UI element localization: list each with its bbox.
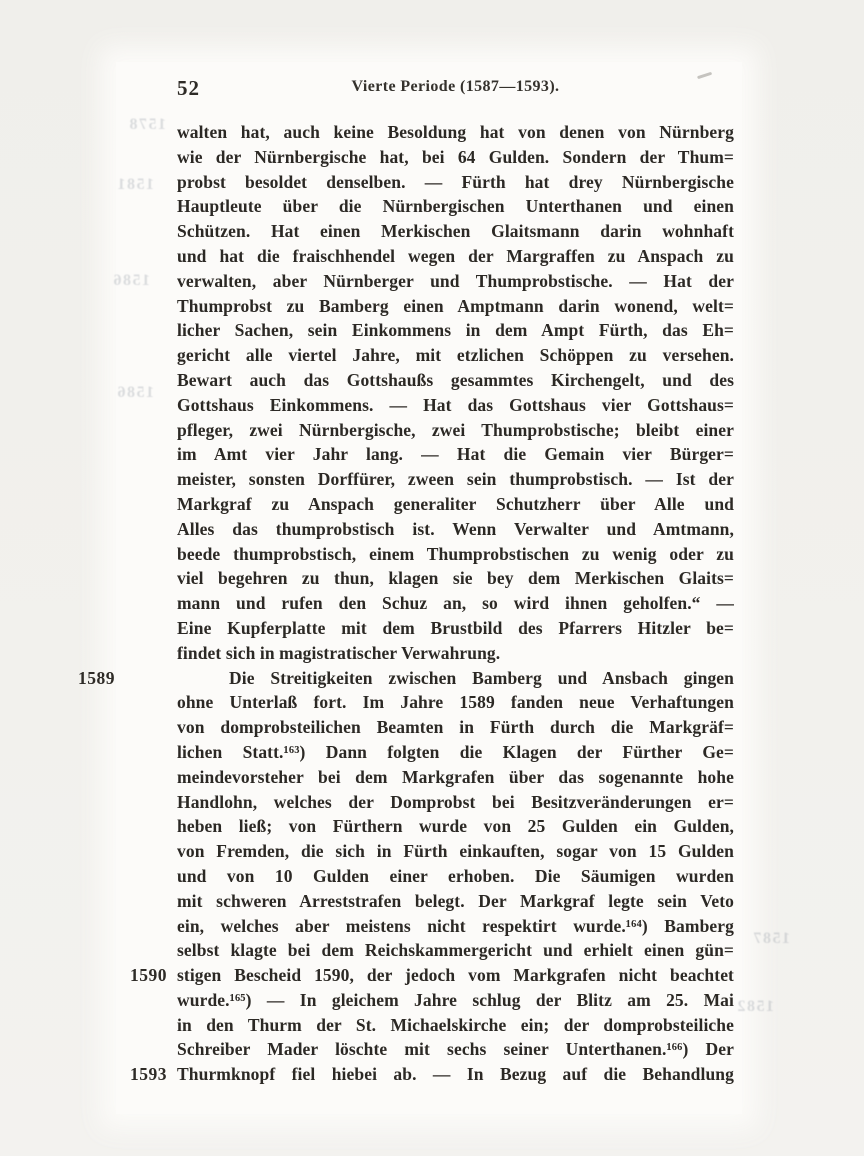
bleed-through-year: 1578 — [128, 116, 166, 133]
text-line: Schützen. Hat einen Merkischen Glaitsmann darin wohnhaft — [177, 221, 734, 242]
text-line: ein, welches aber meistens nicht respektirt wurde.¹⁶⁴) Bamberg — [177, 915, 734, 936]
text-line: im Amt vier Jahr lang. — Hat die Gemain vier Bürger= — [177, 444, 734, 465]
margin-year-label: 1590 — [130, 965, 167, 986]
text-line: walten hat, auch keine Besoldung hat von denen von Nürnberg — [177, 122, 734, 142]
margin-year-label: 1593 — [130, 1064, 167, 1085]
text-line: Alles das thumprobstisch ist. Wenn Verwalter und Amtmann, — [177, 518, 734, 539]
text-line: Hauptleute über die Nürnbergischen Unterthanen und einen — [177, 196, 734, 217]
text-line: findet sich in magistratischer Verwahrung. — [177, 642, 501, 663]
text-line: und hat die fraischhendel wegen der Margraffen zu Anspach zu — [177, 245, 734, 266]
margin-year-label: 1589 — [78, 667, 115, 688]
text-line: ohne Unterlaß fort. Im Jahre 1589 fanden neue Verhaftungen — [177, 692, 734, 713]
text-line: 1593 Thurmknopf fiel hiebei ab. — In Bezug auf die Behandlung — [177, 1062, 734, 1087]
book-page — [78, 62, 742, 1114]
page-header-row — [177, 78, 734, 104]
text-line: heben ließ; von Fürthern wurde von 25 Gulden ein Gulden, — [177, 816, 734, 837]
text-line: Thumprobst zu Bamberg einen Amptmann darin wonend, welt= — [177, 295, 734, 316]
text-line: licher Sachen, sein Einkommens in dem Ampt Fürth, das Eh= — [177, 320, 734, 341]
text-line: wurde.¹⁶⁵) — In gleichem Jahre schlug der Blitz am 25. Mai — [177, 989, 734, 1010]
running-header: Vierte Periode (1587—1593). — [351, 78, 560, 95]
bleed-through-year: 1582 — [736, 998, 774, 1015]
bleed-through-year: 1587 — [752, 930, 790, 947]
text-line: von Fremden, die sich in Fürth einkauften, sogar von 15 Gulden — [177, 841, 734, 862]
text-line: mann und rufen den Schuz an, so wird ihnen geholfen.“ — — [177, 593, 734, 614]
text-line: wie der Nürnbergische hat, bei 64 Gulden. Sondern der Thum= — [177, 146, 734, 167]
text-line: meister, sonsten Dorffürer, zween sein thumprobstisch. — Ist der — [177, 469, 734, 490]
text-line: viel begehren zu thun, klagen sie bey dem Merkischen Glaits= — [177, 568, 734, 589]
text-line: Schreiber Mader löschte mit sechs seiner Unterthanen.¹⁶⁶) Der — [177, 1039, 734, 1060]
text-line: beede thumprobstisch, einem Thumprobstischen zu wenig oder zu — [177, 543, 734, 564]
text-line: Markgraf zu Anspach generaliter Schutzherr über Alle und — [177, 493, 734, 514]
bleed-through-year: 1586 — [112, 272, 150, 289]
text-line: probst besoldet denselben. — Fürth hat drey Nürnbergische — [177, 171, 734, 192]
text-line: 1590 stigen Bescheid 1590, der jedoch vom Markgrafen nicht beachtet — [177, 963, 734, 988]
text-line: Gottshaus Einkommens. — Hat das Gottshaus vier Gottshaus= — [177, 394, 734, 415]
text-line: Handlohn, welches der Domprobst bei Besitzveränderungen er= — [177, 791, 734, 812]
text-line: selbst klagte bei dem Reichskammergericht und erhielt einen gün= — [177, 940, 734, 961]
page-number: 52 — [177, 76, 200, 100]
text-line: pfleger, zwei Nürnbergische, zwei Thumprobstische; bleibt einer — [177, 419, 734, 440]
text-line: in den Thurm der St. Michaelskirche ein; der domprobsteiliche — [177, 1014, 734, 1035]
text-line: Bewart auch das Gottshaußs gesammtes Kirchengelt, und des — [177, 369, 734, 390]
text-line: und von 10 Gulden einer erhoben. Die Säumigen wurden — [177, 865, 734, 886]
text-line: 1589 Die Streitigkeiten zwischen Bamberg und Ansbach gingen — [177, 666, 734, 691]
text-line: gericht alle viertel Jahre, mit etzlichen Schöppen zu versehen. — [177, 345, 734, 366]
text-line: mit schweren Arreststrafen belegt. Der Markgraf legte sein Veto — [177, 890, 734, 911]
bleed-through-year: 1586 — [116, 384, 154, 401]
text-line: von domprobsteilichen Beamten in Fürth durch die Markgräf= — [177, 717, 734, 738]
text-line: verwalten, aber Nürnberger und Thumprobstische. — Hat der — [177, 270, 734, 291]
text-line: Eine Kupferplatte mit dem Brustbild des Pfarrers Hitzler be= — [177, 617, 734, 638]
bleed-through-year: 1581 — [116, 176, 154, 193]
text-line: lichen Statt.¹⁶³) Dann folgten die Klagen der Fürther Ge= — [177, 741, 734, 762]
text-line: meindevorsteher bei dem Markgrafen über das sogenannte hohe — [177, 766, 734, 787]
